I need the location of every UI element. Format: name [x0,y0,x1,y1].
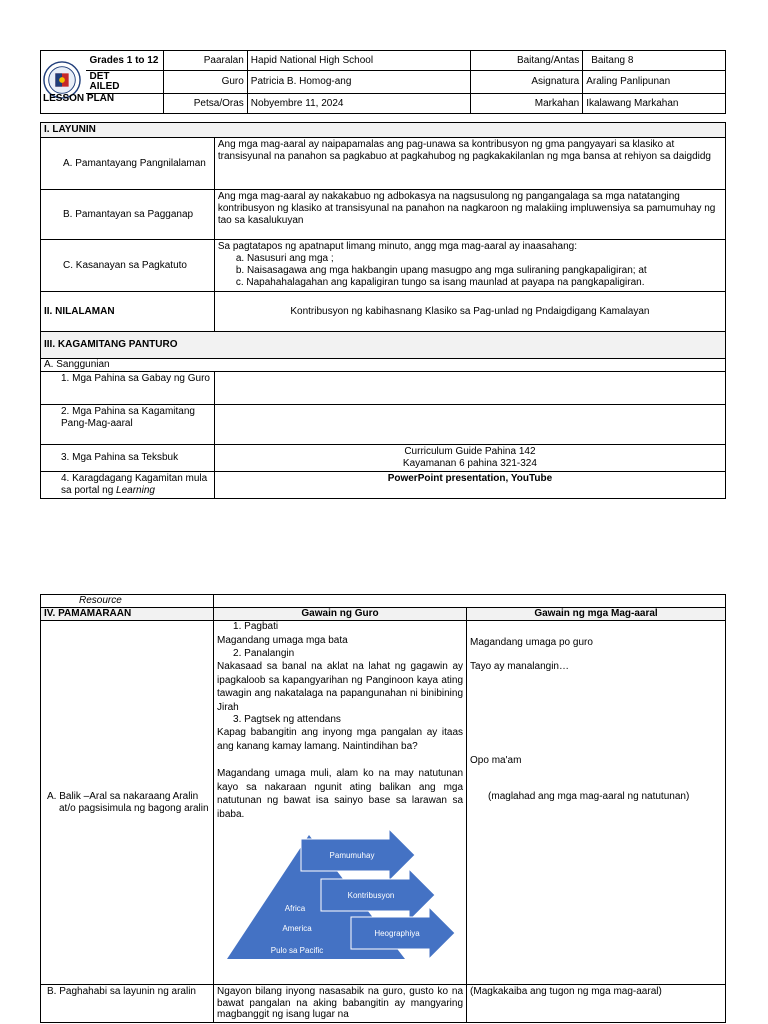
kasanayan-item: a. Nasusuri ang mga ; [235,253,334,264]
student-greet: Magandang umaga po guro [470,637,593,648]
det-cell [86,71,163,94]
resource-text: Resource [79,595,122,606]
student-review: (maglahad ang mga mag-aaral ng natutunan) [488,791,690,802]
grades-text: Grades 1 to 12 [89,54,159,66]
petsa-value: Nobyembre 11, 2024 [247,94,471,114]
balik-aral-label [41,621,214,985]
attendance-item: 3. Pagtsek ng attendans [233,714,341,725]
col-gawain-guro: Gawain ng Guro [214,608,467,621]
pamantayang-pangnilalaman-text: Ang mga mag-aaral ay naipapamalas ang pag-unawa sa kontribusyon ng gma pangyayari sa klasiko at transisyunal na panahon sa pagkabuo at pagkahubog ng pagkakakilanlan ng mga bansa at rehiyon sa daigdidg [214,138,725,190]
karagdagang-kagamitan-label [41,472,215,499]
panalangin-text: Nakasaad sa banal na aklat na lahat ng gagawin ay ipagkaloob sa kapangyarihan ng Panginoon kaya ating tawagin ang nakatalaga na papangunahan ni binibining Jirah [217,661,464,713]
asignatura-value: Araling Panlipunan [583,71,726,94]
teksbuk-line: Kayamanan 6 pahina 321-324 [402,458,537,469]
kasanayan-list [218,253,722,289]
label-text: A. Pamantayang Pangnilalaman [63,157,206,169]
kagamitang-pang-mag-aaral-value [214,405,725,445]
lesson-plan-text: LESSON PLAN [43,93,115,104]
guro-value: Patricia B. Homog-ang [247,71,471,94]
learning-italic: Learning [116,485,155,496]
teksbuk-line: Curriculum Guide Pahina 142 [404,446,536,457]
header-table [40,50,726,114]
col-gawain-mag-aaral: Gawain ng mga Mag-aaral [467,608,726,621]
nilalaman-text: Kontribusyon ng kabihasnang Klasiko sa Pag-unlad ng Pndaigdigang Kamalayan [214,292,725,332]
teacher-activities [214,621,467,985]
lesson-plan-table [40,122,726,499]
pagbati-text: Magandang umaga mga bata [217,635,348,646]
pamantayan-pagganap-text: Ang mga mag-aaral ay nakakabuo ng adbokasya na nagsusulong ng pangangalaga sa mga natatanging kontribusyon ng klasiko at transisyunal na panahon na nagkaroon ng malakiing impluwensiya sa pamumuhay ng tao sa kasalukuyan [214,190,725,240]
resource-cell [41,595,214,608]
baitang-label: Baitang/Antas [471,51,583,71]
label-text: B. Paghahabi sa layunin ng aralin [47,986,196,997]
pamantayan-pagganap-label: B. Pamantayan sa Pagganap [41,190,215,240]
triangle-label: America [282,924,312,933]
gabay-guro-value [214,372,725,405]
baitang-value: Baitang 8 [583,51,726,71]
kasanayan-item: b. Naisasagawa ang mga hakbangin upang masugpo ang mga suliraning pangkapaligiran; at [235,265,647,276]
kasanayan-pagkatuto-cell [214,240,725,292]
kasanayan-item: c. Napahahalagahan ang kapaligiran tungo sa isang maunlad at payapa na pangkapaligiran. [235,277,645,288]
attendance-text: Kapag babangitin ang inyong mga pangalan ay itaas ang kanang kamay lamang. Naintindihan ba? [217,727,464,752]
arrow-label: Kontribusyon [347,891,395,900]
paghahabi-label [41,985,214,1023]
grades-cell [86,51,163,71]
review-text: Magandang umaga muli, alam ko na may natutunan kayo sa nakaraan ngunit ating balikan ang mga natutunan ng bawat isa sainyo base sa larawan sa ibaba. [217,768,464,820]
ailed-text: AILED [89,81,120,92]
resource-value [214,595,726,608]
pamamaraan-table [40,594,726,1023]
kasanayan-intro: Sa pagtatapos ng apatnaput limang minuto, angg mga mag-aaral ay inaasahang: [217,241,577,252]
student-activities [467,621,726,985]
student-prayer: Tayo ay manalangin… [470,661,569,672]
paghahabi-students: (Magkakaiba ang tugon ng mga mag-aaral) [467,985,726,1023]
kasanayan-pagkatuto-label: C. Kasanayan sa Pagkatuto [41,240,215,292]
triangle-label: Africa [284,904,306,913]
paaralan-label: Paaralan [163,51,247,71]
arrow-label: Pamumuhay [329,851,375,860]
gabay-guro-label: 1. Mga Pahina sa Gabay ng Guro [41,372,215,405]
label-text: A. Balik –Aral sa nakaraang Aralin at/o pagsisimula ng bagong aralin [47,790,209,814]
teksbuk-label: 3. Mga Pahina sa Teksbuk [41,445,215,472]
guro-label: Guro [163,71,247,94]
diagram-svg [217,827,463,959]
nilalaman-heading: II. NILALAMAN [41,292,215,332]
paghahabi-teacher: Ngayon bilang inyong nasasabik na guro, gusto ko na bawat pangalan na aking babangitin ay mangyaring magbanggit ng isang lugar na [214,985,467,1023]
asignatura-label: Asignatura [471,71,583,94]
paaralan-value: Hapid National High School [247,51,471,71]
markahan-label: Markahan [471,94,583,114]
sanggunian-label: A. Sanggunian [41,359,726,372]
arrow-label: Heographiya [374,929,420,938]
det-text: DET [89,71,110,82]
petsa-label: Petsa/Oras [163,94,247,114]
teksbuk-value [214,445,725,472]
pamamaraan-heading: IV. PAMAMARAAN [41,608,214,621]
panalangin-item: 2. Panalangin [233,648,295,659]
karagdagang-text: 4. Karagdagang Kagamitan mula sa portal ng [61,473,208,496]
triangle-label: Pulo sa Pacific [270,946,324,955]
karagdagang-kagamitan-value: PowerPoint presentation, YouTube [214,472,725,499]
layunin-heading: I. LAYUNIN [41,123,726,138]
markahan-value: Ikalawang Markahan [583,94,726,114]
pagbati-item: 1. Pagbati [233,621,279,632]
kagamitang-pang-mag-aaral-label: 2. Mga Pahina sa Kagamitang Pang-Mag-aaral [41,405,215,445]
kagamitan-heading: III. KAGAMITANG PANTURO [41,332,726,359]
pamantayang-pangnilalaman-label [41,138,215,190]
student-attendance: Opo ma'am [470,755,522,766]
review-diagram [217,827,463,959]
